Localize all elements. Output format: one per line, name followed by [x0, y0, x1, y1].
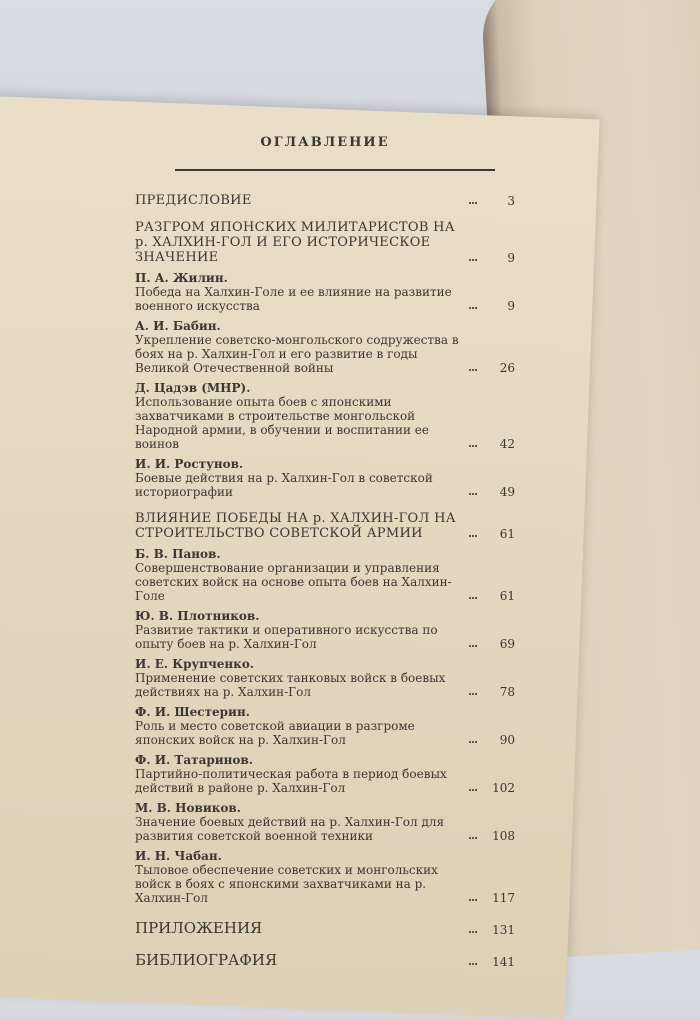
entry-author: Ю. В. Плотников.	[135, 608, 260, 623]
toc-entry	[135, 705, 515, 747]
entry-text	[135, 193, 465, 208]
table-of-contents	[135, 135, 515, 975]
entry-page-number: 78	[499, 684, 515, 699]
entry-title: Применение советских танковых войск в боевых действиях на р. Халхин-Гол	[135, 670, 446, 699]
toc-entry	[135, 319, 515, 375]
entry-text	[135, 319, 465, 375]
entry-text	[135, 511, 465, 541]
entry-author: Б. В. Панов.	[135, 546, 221, 561]
entry-author: И. И. Ростунов.	[135, 456, 244, 471]
entry-author: И. Н. Чабан.	[135, 848, 222, 863]
entry-author: И. Е. Крупченко.	[135, 656, 255, 671]
toc-entry	[135, 609, 515, 651]
leader-dots	[469, 899, 477, 901]
entry-title: Совершенствование организации и управления советских войск на основе опыта боев на Халхин-Голе	[135, 560, 452, 603]
leader-dots	[469, 597, 477, 599]
entry-title: Укрепление советско-монгольского содружества в боях на р. Халхин-Гол и его развитие в годы Великой Отечественной войны	[135, 332, 459, 375]
entry-text	[135, 801, 465, 843]
entry-page-number: 61	[499, 526, 515, 541]
toc-entry	[135, 849, 515, 905]
entry-title: Тыловое обеспечение советских и монгольских войск в боях с японскими захватчиками на р. Халхин-Гол	[135, 862, 438, 905]
entry-title: Развитие тактики и оперативного искусства по опыту боев на р. Халхин-Гол	[135, 622, 438, 651]
leader-dots	[469, 741, 477, 743]
toc-entry	[135, 193, 515, 208]
entry-title: Роль и место советской авиации в разгроме японских войск на р. Халхин-Гол	[135, 718, 415, 747]
entry-page-number: 26	[499, 360, 515, 375]
leader-dots	[469, 369, 477, 371]
entry-text	[135, 457, 465, 499]
entry-page-number: 131	[492, 922, 515, 937]
leader-dots	[469, 307, 477, 309]
entry-title: Партийно-политическая работа в период боевых действий в районе р. Халхин-Гол	[135, 766, 447, 795]
entry-title: РАЗГРОМ ЯПОНСКИХ МИЛИТАРИСТОВ НА р. ХАЛХИН-ГОЛ И ЕГО ИСТОРИЧЕСКОЕ ЗНАЧЕНИЕ	[135, 219, 455, 265]
entry-author: Ф. И. Шестерин.	[135, 704, 250, 719]
entry-page-number: 102	[492, 780, 515, 795]
entry-text	[135, 609, 465, 651]
entry-page-number: 9	[507, 250, 515, 265]
toc-entry	[135, 457, 515, 499]
toc-entry	[135, 919, 515, 937]
entry-page-number: 108	[492, 828, 515, 843]
entry-page-number: 42	[499, 436, 515, 451]
leader-dots	[469, 445, 477, 447]
entry-text	[135, 271, 465, 313]
entry-text	[135, 657, 465, 699]
leader-dots	[469, 493, 477, 495]
entry-text	[135, 547, 465, 603]
entry-page-number: 141	[492, 954, 515, 969]
divider	[175, 169, 495, 171]
leader-dots	[469, 931, 477, 933]
toc-entry	[135, 657, 515, 699]
entry-page-number: 69	[499, 636, 515, 651]
entry-author: П. А. Жилин.	[135, 270, 228, 285]
entry-page-number: 3	[507, 193, 515, 208]
leader-dots	[469, 259, 477, 261]
entry-text	[135, 753, 465, 795]
entry-title: Победа на Халхин-Голе и ее влияние на развитие военного искусства	[135, 284, 452, 313]
leader-dots	[469, 645, 477, 647]
entry-text	[135, 849, 465, 905]
entry-title: ПРЕДИСЛОВИЕ	[135, 192, 252, 208]
toc-entry	[135, 271, 515, 313]
entry-title: Использование опыта боев с японскими захватчиками в строительстве монгольской Народной армии, в обучении и воспитании ее воинов	[135, 394, 429, 451]
toc-entry	[135, 753, 515, 795]
entry-author: Ф. И. Татаринов.	[135, 752, 253, 767]
leader-dots	[469, 963, 477, 965]
toc-entry	[135, 801, 515, 843]
leader-dots	[469, 693, 477, 695]
entry-title: Значение боевых действий на р. Халхин-Гол для развития советской военной техники	[135, 814, 445, 843]
entry-author: Д. Цадэв (МНР).	[135, 380, 251, 395]
entry-text	[135, 951, 465, 969]
entry-page-number: 117	[492, 890, 515, 905]
toc-entry	[135, 381, 515, 451]
leader-dots	[469, 837, 477, 839]
toc-entry	[135, 547, 515, 603]
toc-entry	[135, 220, 515, 265]
entry-author: М. В. Новиков.	[135, 800, 241, 815]
toc-entry	[135, 951, 515, 969]
entry-title: ПРИЛОЖЕНИЯ	[135, 918, 263, 937]
leader-dots	[469, 535, 477, 537]
entry-title: ВЛИЯНИЕ ПОБЕДЫ НА р. ХАЛХИН-ГОЛ НА СТРОИТЕЛЬСТВО СОВЕТСКОЙ АРМИИ	[135, 510, 456, 541]
leader-dots	[469, 202, 477, 204]
entry-text	[135, 919, 465, 937]
entry-text	[135, 705, 465, 747]
entry-page-number: 90	[499, 732, 515, 747]
page-title: ОГЛАВЛЕНИЕ	[260, 135, 390, 150]
entry-page-number: 61	[499, 588, 515, 603]
entry-title: БИБЛИОГРАФИЯ	[135, 950, 278, 969]
toc-entry	[135, 511, 515, 541]
entry-page-number: 9	[507, 298, 515, 313]
toc-list	[135, 193, 515, 969]
entry-author: А. И. Бабин.	[135, 318, 221, 333]
leader-dots	[469, 789, 477, 791]
entry-text	[135, 220, 465, 265]
entry-title: Боевые действия на р. Халхин-Гол в советской историографии	[135, 470, 433, 499]
entry-page-number: 49	[499, 484, 515, 499]
entry-text	[135, 381, 465, 451]
